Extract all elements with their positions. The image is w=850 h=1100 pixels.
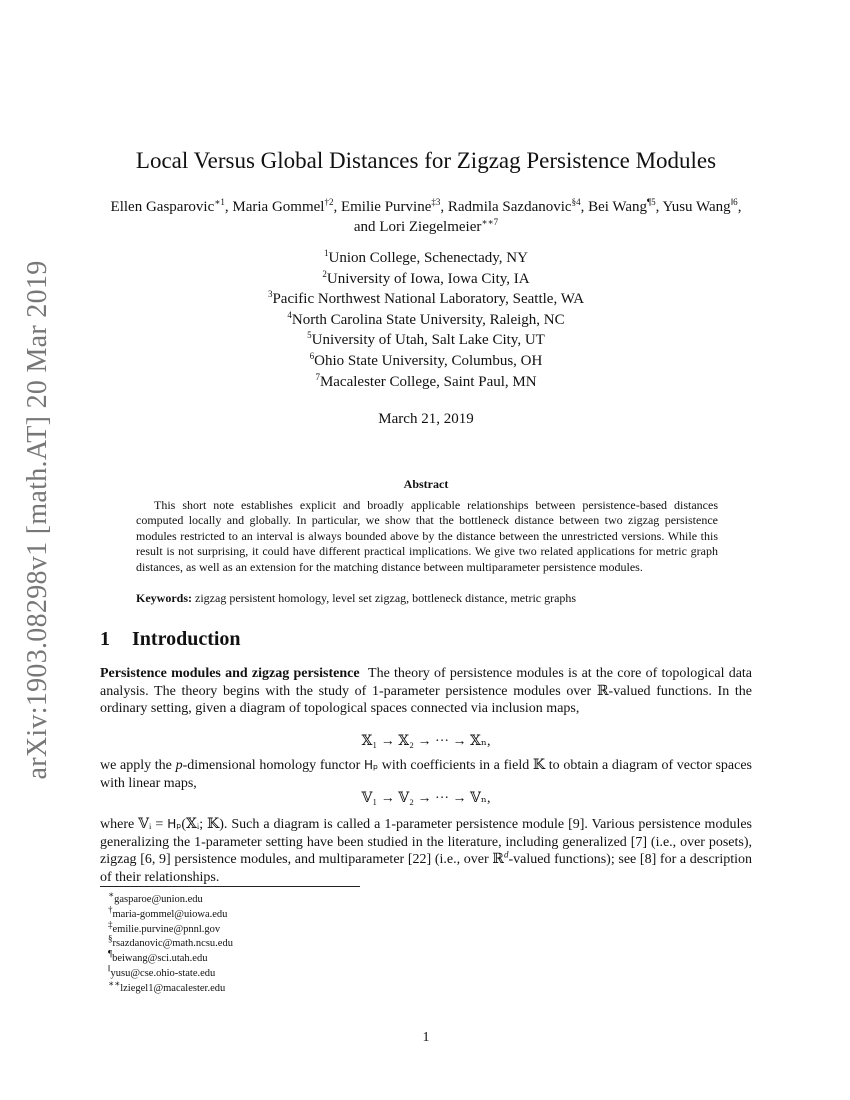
paragraph-text: -dimensional homology functor — [182, 758, 364, 773]
math-symbol: d — [503, 849, 509, 860]
author-name: Radmila Sazdanovic — [447, 199, 572, 215]
paragraph-text: -valued functions); see [8] for a description of their relationships. — [100, 852, 752, 885]
author-mark: ∗1 — [214, 197, 225, 207]
intro-paragraph-1 — [100, 665, 752, 718]
author-list — [100, 197, 752, 237]
paragraph-heading: Persistence modules and zigzag persistence — [100, 666, 360, 681]
author-separator: , — [737, 199, 742, 215]
author-name: Lori Ziegelmeier — [379, 219, 482, 235]
paragraph-text: (𝕏ᵢ; 𝕂). Such a diagram is called a 1-parameter persistence module [9]. Various persistence modules generalizing the 1-parameter setting have been studied in the literature, including generalized [7] (i.e., over posets), zigzag [6, 9] persistence modules, and multiparameter [22] (i.e., over ℝ — [100, 817, 752, 867]
affiliation-text: University of Iowa, Iowa City, IA — [326, 270, 530, 287]
footnote-email: gasparoe@union.edu — [114, 894, 203, 905]
math-symbol: Hₚ — [363, 758, 379, 772]
footnote-email: beiwang@sci.utah.edu — [112, 953, 208, 965]
footnote — [108, 919, 233, 938]
paragraph-text: with coefficients in a field 𝕂 to obtain a diagram of vector spaces with linear maps, — [100, 758, 753, 791]
affiliation-number: 3 — [267, 289, 273, 300]
footnote-rule — [100, 886, 360, 887]
math-symbol: p — [175, 758, 183, 773]
equation-spaces: 𝕏₁ → 𝕏₂ → ··· → 𝕏ₙ, — [361, 734, 491, 749]
footnote — [108, 948, 233, 967]
author-separator: , — [655, 199, 660, 215]
intro-paragraph-3 — [100, 816, 752, 886]
footnote-mark: † — [108, 904, 113, 915]
affiliation-number: 2 — [322, 268, 327, 279]
affiliation-text: Macalester College, Saint Paul, MN — [319, 373, 537, 390]
footnote-mark: ‡ — [108, 919, 113, 930]
affiliation — [100, 330, 752, 351]
affiliation — [100, 269, 752, 290]
footnote-mark: § — [108, 933, 113, 944]
footnote-mark: ‖ — [108, 963, 111, 974]
affiliation-number: 1 — [324, 248, 329, 258]
author-separator: , — [224, 199, 229, 215]
affiliation-number: 6 — [309, 350, 315, 361]
paragraph-text: where 𝕍ᵢ = — [100, 817, 168, 832]
author-name: Yusu Wang — [662, 199, 731, 215]
paper-title: Local Versus Global Distances for Zigzag Persistence Modules — [135, 148, 717, 173]
affiliation — [100, 310, 752, 331]
affiliation-text: North Carolina State University, Raleigh, NC — [291, 311, 565, 328]
abstract-text: This short note establishes explicit and broadly applicable relationships between persistence-based distances computed locally and globally. In particular, we show that the bottleneck distance between two zigzag persistence modules restricted to an interval is always bounded above by the distance between the unrestricted versions. While this result is not surprising, it could have different practical implications. We give two related applications for metric graph distances, as well as an extension for the matching distance between multiparameter persistence modules. — [136, 498, 718, 574]
author-separator: , — [333, 199, 338, 215]
author-mark: ‖6 — [730, 197, 738, 207]
paragraph-text: The theory of persistence modules is at the core of topological data analysis. The theory begins with the study of 1-parameter persistence modules over ℝ-valued functions. In the ordinary setting, given a diagram of topological spaces connected via inclusion maps, — [100, 666, 753, 716]
abstract-heading: Abstract — [403, 477, 449, 491]
footnote-email: lziegel1@macalester.edu — [120, 982, 226, 994]
section-title: Introduction — [132, 628, 241, 650]
footnote-email: maria-gommel@uiowa.edu — [112, 908, 228, 920]
footnote — [108, 933, 233, 952]
equation-vector-spaces: 𝕍₁ → 𝕍₂ → ··· → 𝕍ₙ, — [361, 791, 491, 806]
paragraph-text: we apply the — [100, 758, 176, 773]
affiliation-list — [100, 248, 752, 392]
keywords-label: Keywords: — [136, 591, 192, 605]
footnote-email: yusu@cse.ohio-state.edu — [110, 967, 216, 979]
section-heading — [100, 628, 241, 651]
footnote — [108, 889, 233, 908]
paper-date: March 21, 2019 — [378, 411, 474, 427]
author-mark: ∗∗7 — [481, 217, 499, 227]
footnote-list — [108, 889, 233, 997]
author-name: Bei Wang — [588, 199, 648, 215]
affiliation-number: 7 — [315, 371, 320, 382]
page-number: 1 — [422, 1030, 430, 1045]
section-number: 1 — [100, 628, 110, 650]
author-name: Emilie Purvine — [340, 199, 432, 215]
arxiv-sidebar-stamp — [10, 240, 66, 800]
author-mark: §4 — [571, 197, 581, 207]
affiliation — [100, 351, 752, 372]
author-mark: ‡3 — [431, 197, 441, 207]
author-name: Ellen Gasparovic — [110, 199, 215, 215]
affiliation-text: Pacific Northwest National Laboratory, Seattle, WA — [272, 291, 585, 308]
affiliation-number: 4 — [287, 309, 292, 320]
affiliation-text: Ohio State University, Columbus, OH — [314, 352, 543, 369]
footnote-mark: ∗∗ — [108, 978, 121, 989]
author-and: and — [353, 219, 376, 235]
arxiv-identifier: arXiv:1903.08298v1 [math.AT] 20 Mar 2019 — [22, 260, 53, 780]
affiliation — [100, 248, 752, 269]
math-symbol: Hₚ — [167, 817, 182, 831]
footnote-mark: ∗ — [108, 889, 115, 900]
affiliation — [100, 289, 752, 310]
affiliation-number: 5 — [307, 330, 312, 341]
author-mark: †2 — [324, 197, 334, 207]
footnote — [108, 904, 233, 923]
footnote-mark: ¶ — [108, 948, 113, 959]
author-name: Maria Gommel — [232, 199, 325, 215]
footnote-email: emilie.purvine@pnnl.gov — [112, 923, 221, 935]
author-mark: ¶5 — [647, 197, 656, 207]
intro-paragraph-2 — [100, 757, 752, 792]
affiliation-text: Union College, Schenectady, NY — [328, 250, 528, 266]
author-separator: , — [440, 199, 445, 215]
affiliation — [100, 372, 752, 393]
footnote — [108, 963, 233, 982]
keywords-line — [136, 591, 718, 606]
keywords-text: zigzag persistent homology, level set zigzag, bottleneck distance, metric graphs — [195, 591, 577, 605]
footnote-email: rsazdanovic@math.ncsu.edu — [112, 938, 233, 950]
footnote — [108, 978, 233, 997]
affiliation-text: University of Utah, Salt Lake City, UT — [311, 332, 545, 349]
author-separator: , — [580, 199, 585, 215]
